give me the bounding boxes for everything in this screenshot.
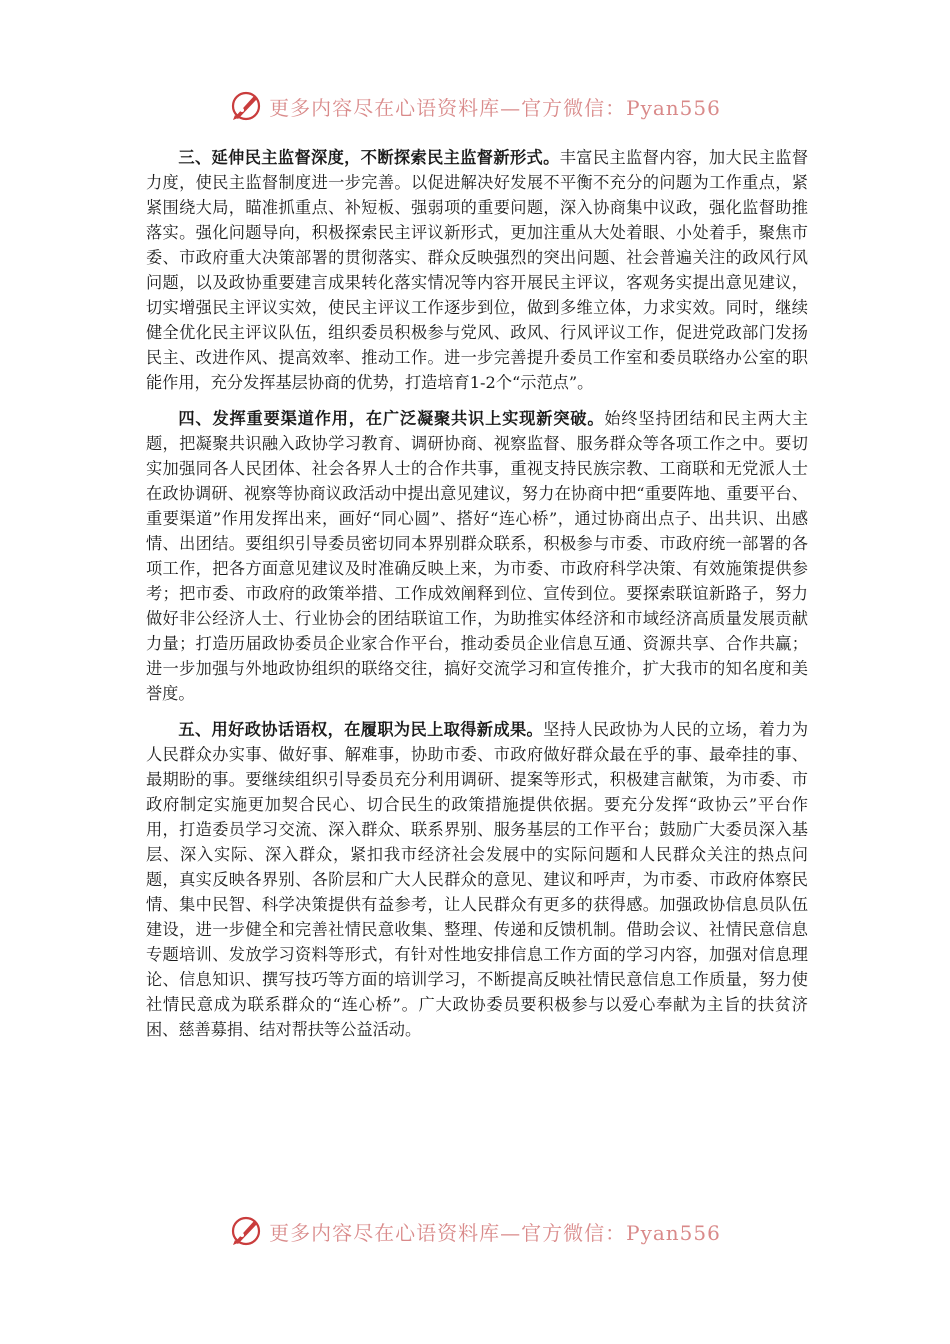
paragraph-4-text: 始终坚持团结和民主两大主题，把凝聚共识融入政协学习教育、调研协商、视察监督、服务群众等各项工作之中。要切实加强同各人民团体、社会各界人士的合作共事，重视支持民族宗教、工商联和无党派人士在政协调研、视察等协商议政活动中提出意见建议，努力在协商中把“重要阵地、重要平台、重要渠道”作用发挥出来，画好“同心圆”、搭好“连心桥”，通过协商出点子、出共识、出感情、出团结。要组织引导委员密切同本界别群众联系，积极参与市委、市政府统一部署的各项工作，把各方面意见建议及时准确反映上来，为市委、市政府科学决策、有效施策提供参考；把市委、市政府的政策举措、工作成效阐释到位、宣传到位。要探索联谊新路子，努力做好非公经济人士、行业协会的团结联谊工作，为助推实体经济和市域经济高质量发展贡献力量；打造历届政协委员企业家合作平台，推动委员企业信息互通、资源共享、合作共赢；进一步加强与外地政协组织的联络交往，搞好交流学习和宣传推介，扩大我市的知名度和美誉度。 [146,409,809,703]
footer-banner-text: 更多内容尽在心语资料库—官方微信：Pyan556 [269,1220,721,1245]
paragraph-5-heading: 五、用好政协话语权，在履职为民上取得新成果。 [178,720,544,739]
paragraph-3-heading: 三、延伸民主监督深度，不断探索民主监督新形式。 [178,148,560,167]
pen-logo-icon [229,89,263,123]
paragraph-5-text: 坚持人民政协为人民的立场，着力为人民群众办实事、做好事、解难事，协助市委、市政府做好群众最在乎的事、最牵挂的事、最期盼的事。要继续组织引导委员充分利用调研、提案等形式，积极建言献策，为市委、市政府制定实施更加契合民心、切合民生的政策措施提供依据。要充分发挥“政协云”平台作用，打造委员学习交流、深入群众、联系界别、服务基层的工作平台；鼓励广大委员深入基层、深入实际、深入群众，紧扣我市经济社会发展中的实际问题和人民群众关注的热点问题，真实反映各界别、各阶层和广大人民群众的意见、建议和呼声，为市委、市政府体察民情、集中民智、科学决策提供有益参考，让人民群众有更多的获得感。加强政协信息员队伍建设，进一步健全和完善社情民意收集、整理、传递和反馈机制。借助会议、社情民意信息专题培训、发放学习资料等形式，有针对性地安排信息工作方面的学习内容，加强对信息理论、信息知识、撰写技巧等方面的培训学习，不断提高反映社情民意信息工作质量，努力使社情民意成为联系群众的“连心桥”。广大政协委员要积极参与以爱心奉献为主旨的扶贫济困、慈善募捐、结对帮扶等公益活动。 [146,720,809,1039]
pen-logo-icon [229,1214,263,1248]
paragraph-4 [146,406,808,706]
header-banner-text: 更多内容尽在心语资料库—官方微信：Pyan556 [269,95,721,120]
header-banner [0,86,950,126]
paragraph-3-text: 丰富民主监督内容，加大民主监督力度，使民主监督制度进一步完善。以促进解决好发展不平衡不充分的问题为工作重点，紧紧围绕大局，瞄准抓重点、补短板、强弱项的重要问题，深入协商集中议政，强化监督助推落实。强化问题导向，积极探索民主评议新形式，更加注重从大处着眼、小处着手，聚焦市委、市政府重大决策部署的贯彻落实、群众反映强烈的突出问题、社会普遍关注的政风行风问题，以及政协重要建言成果转化落实情况等内容开展民主评议，客观务实提出意见建议，切实增强民主评议实效，使民主评议工作逐步到位，做到多维立体，力求实效。同时，继续健全优化民主评议队伍，组织委员积极参与党风、政风、行风评议工作，促进党政部门发扬民主、改进作风、提高效率、推动工作。进一步完善提升委员工作室和委员联络办公室的职能作用，充分发挥基层协商的优势，打造培育1-2个“示范点”。 [146,148,809,392]
footer-banner [0,1211,950,1251]
paragraph-4-heading: 四、发挥重要渠道作用，在广泛凝聚共识上实现新突破。 [178,409,605,428]
paragraph-3 [146,145,808,395]
paragraph-5 [146,717,808,1042]
document-body [146,145,808,1053]
